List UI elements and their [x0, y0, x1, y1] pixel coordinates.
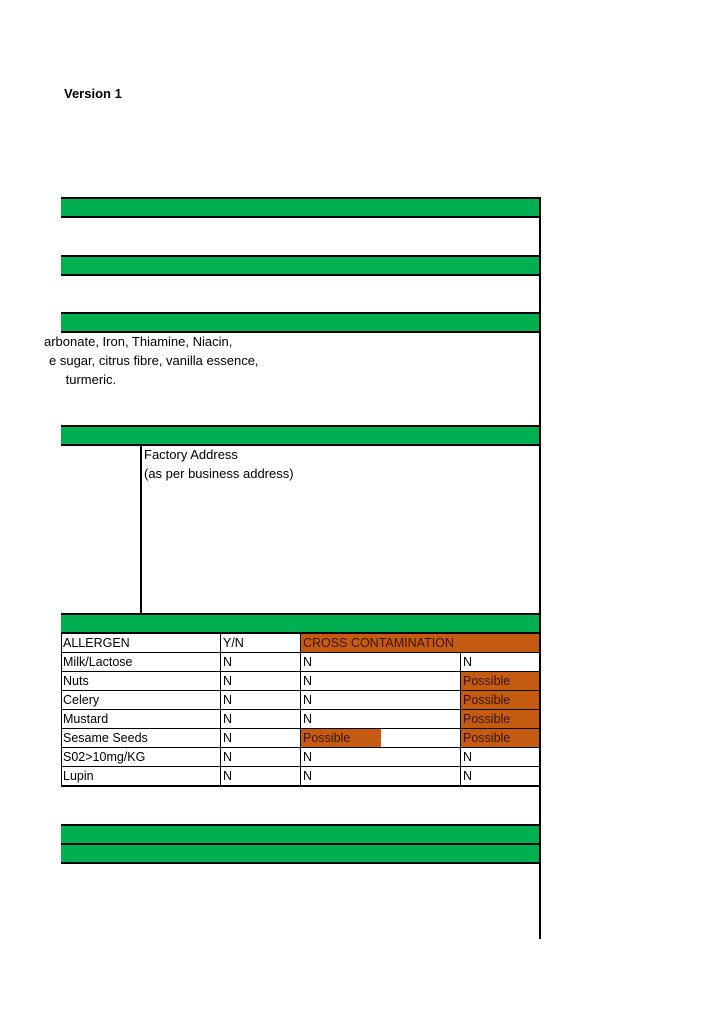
allergen-name: S02>10mg/KG: [63, 750, 146, 764]
section-header-band: [61, 199, 539, 216]
cross-contamination-value: N: [463, 769, 473, 783]
cross-contamination-possible: Possible: [301, 729, 381, 747]
divider: [61, 444, 541, 446]
allergen-yn: N: [223, 769, 233, 783]
allergen-header-band: [61, 615, 539, 632]
divider: [61, 862, 541, 864]
cross-contamination-possible: Possible: [461, 729, 539, 747]
allergen-yn: N: [223, 712, 233, 726]
allergen-yn: N: [223, 693, 233, 707]
allergen-name: Sesame Seeds: [63, 731, 148, 745]
allergen-name: Lupin: [63, 769, 94, 783]
table-gridline: [300, 634, 301, 786]
cross-contamination-value: N: [303, 655, 313, 669]
table-bottom-border: [61, 785, 541, 787]
ingredients-line: arbonate, Iron, Thiamine, Niacin,: [44, 334, 233, 349]
factory-address-note: (as per business address): [144, 466, 294, 481]
version-label: Version 1: [64, 86, 122, 101]
cross-contamination-value: N: [303, 750, 313, 764]
cross-contamination-value: N: [303, 693, 313, 707]
allergen-name: Celery: [63, 693, 100, 707]
allergen-name: Nuts: [63, 674, 89, 688]
allergen-table: [61, 634, 539, 786]
cross-contamination-header: CROSS CONTAMINATION: [301, 634, 539, 652]
section-header-band: [61, 845, 539, 862]
address-header-band: [61, 427, 539, 444]
table-gridline: [220, 634, 221, 786]
address-column-divider: [140, 444, 142, 614]
ingredients-line: e sugar, citrus fibre, vanilla essence,: [49, 353, 259, 368]
divider: [61, 216, 541, 218]
yn-header: Y/N: [223, 636, 244, 650]
divider: [61, 274, 541, 276]
cross-contamination-possible: Possible: [461, 710, 539, 728]
ingredients-line: turmeric.: [62, 372, 117, 387]
allergen-yn: N: [223, 674, 233, 688]
ingredients-header-band: [61, 314, 539, 331]
cross-contamination-possible: Possible: [461, 691, 539, 709]
allergen-name: Milk/Lactose: [63, 655, 133, 669]
section-header-band: [61, 257, 539, 274]
allergen-yn: N: [223, 731, 233, 745]
allergen-header: ALLERGEN: [63, 636, 130, 650]
cross-contamination-value: N: [463, 655, 473, 669]
section-header-band: [61, 826, 539, 843]
cross-contamination-possible: Possible: [461, 672, 539, 690]
table-gridline: [61, 634, 62, 786]
allergen-yn: N: [223, 655, 233, 669]
form-right-border: [539, 197, 541, 939]
table-gridline: [460, 652, 461, 786]
allergen-name: Mustard: [63, 712, 109, 726]
allergen-yn: N: [223, 750, 233, 764]
cross-contamination-value: N: [303, 712, 313, 726]
cross-contamination-value: N: [463, 750, 473, 764]
cross-contamination-value: N: [303, 674, 313, 688]
cross-contamination-value: N: [303, 769, 313, 783]
factory-address-label: Factory Address: [144, 447, 238, 462]
